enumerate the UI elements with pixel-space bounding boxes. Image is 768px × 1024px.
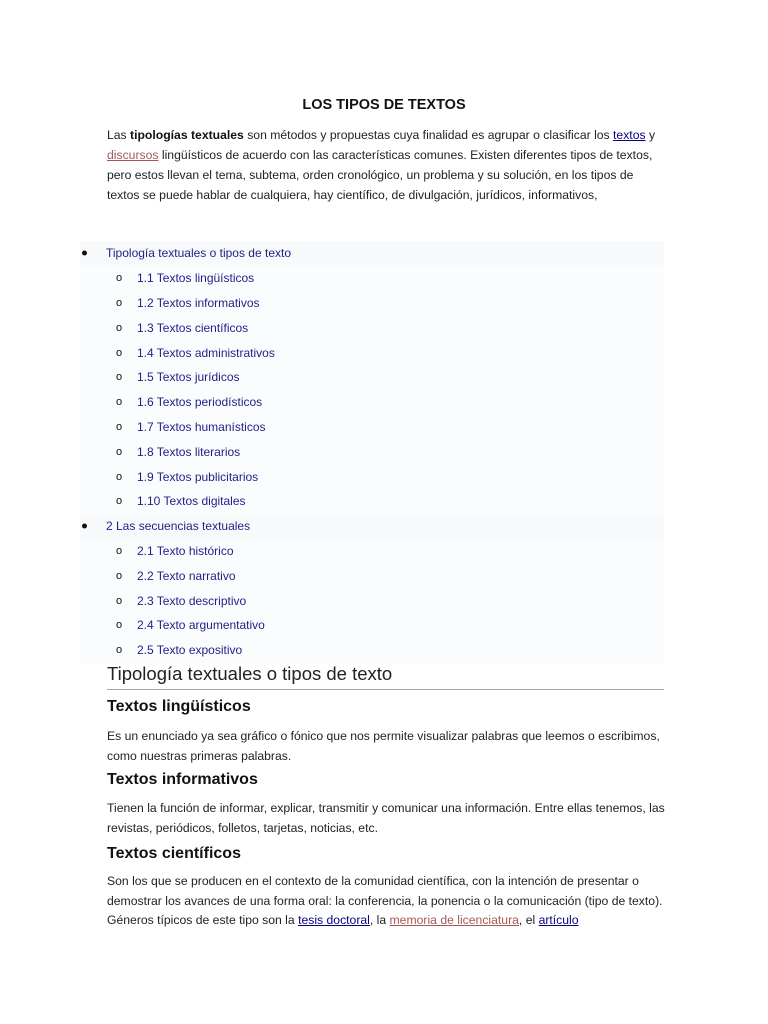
heading-textos-cientificos: Textos científicos — [107, 845, 241, 862]
circle-bullet-icon: o — [116, 619, 123, 632]
paragraph-text: Son los que se producen en el contexto de la comunidad científica, con la intención de presentar o demostrar los avances de una forma oral: la conferencia, la ponencia o la comunicación (tipo de texto). Géneros típicos de este tipo son la — [107, 874, 663, 927]
articulo-link[interactable]: artículo — [538, 913, 579, 927]
memoria-licenciatura-link[interactable]: memoria de licenciatura — [389, 913, 519, 927]
toc-link[interactable]: 1.6 Textos periodísticos — [137, 395, 263, 410]
toc-subsection-item — [80, 464, 664, 489]
circle-bullet-icon: o — [116, 272, 123, 285]
paragraph-text: , la — [369, 913, 390, 927]
circle-bullet-icon: o — [116, 296, 123, 309]
toc-subsection-item — [80, 563, 664, 588]
circle-bullet-icon: o — [116, 321, 123, 334]
toc-subsection-item — [80, 315, 664, 340]
toc-subsection-item — [80, 365, 664, 390]
toc-subsection-item — [80, 539, 664, 564]
toc-link[interactable]: 2.5 Texto expositivo — [137, 643, 243, 658]
toc-link[interactable]: 2.2 Texto narrativo — [137, 568, 236, 583]
paragraph-textos-cientificos — [107, 872, 667, 931]
textos-link[interactable]: textos — [613, 128, 646, 142]
circle-bullet-icon: o — [116, 495, 123, 508]
circle-bullet-icon: o — [116, 544, 123, 557]
toc-subsection-item — [80, 291, 664, 316]
toc-subsection-item — [80, 588, 664, 613]
paragraph-textos-informativos: Tienen la función de informar, explicar, transmitir y comunicar una información. Entre ellas tenemos, las revistas, periódicos, folletos, tarjetas, noticias, etc. — [107, 801, 665, 835]
intro-text: lingüísticos de acuerdo con las características comunes. Existen diferentes tipos de textos, pero estos llevan el tema, subtema, orden cronológico, un problema y su solución, en los tipos de textos se puede hablar de cualquiera, hay científico, de divulgación, jurídicos, informativos, — [107, 148, 653, 202]
page-title: LOS TIPOS DE TEXTOS — [302, 97, 466, 113]
bullet-icon — [82, 251, 87, 256]
intro-text: y — [645, 128, 656, 142]
toc-link[interactable]: 1.10 Textos digitales — [137, 494, 246, 509]
toc-link[interactable]: 1.3 Textos científicos — [137, 320, 249, 335]
circle-bullet-icon: o — [116, 371, 123, 384]
circle-bullet-icon: o — [116, 569, 123, 582]
heading-textos-informativos: Textos informativos — [107, 771, 258, 788]
toc-subsection-item — [80, 266, 664, 291]
discursos-link[interactable]: discursos — [107, 148, 159, 162]
toc-link[interactable]: 2 Las secuencias textuales — [106, 519, 251, 534]
paragraph-text: , el — [518, 913, 539, 927]
toc-link[interactable]: 1.7 Textos humanísticos — [137, 419, 266, 434]
paragraph-textos-linguisticos: Es un enunciado ya sea gráfico o fónico que nos permite visualizar palabras que leemos o escribimos, como nuestras primeras palabras. — [107, 729, 660, 763]
toc-link[interactable]: 2.1 Texto histórico — [137, 543, 234, 558]
toc-section-item — [80, 514, 664, 539]
circle-bullet-icon: o — [116, 644, 123, 657]
circle-bullet-icon: o — [116, 470, 123, 483]
toc-link[interactable]: 1.9 Textos publicitarios — [137, 469, 259, 484]
toc-link[interactable]: 1.5 Textos jurídicos — [137, 370, 240, 385]
circle-bullet-icon: o — [116, 396, 123, 409]
toc-subsection-item — [80, 613, 664, 638]
toc-subsection-item — [80, 390, 664, 415]
toc-subsection-item — [80, 489, 664, 514]
toc-subsection-item — [80, 439, 664, 464]
section-title: Tipología textuales o tipos de texto — [107, 663, 664, 690]
bullet-icon — [82, 524, 87, 529]
toc-link[interactable]: 1.2 Textos informativos — [137, 295, 260, 310]
toc-subsection-item — [80, 638, 664, 663]
circle-bullet-icon: o — [116, 445, 123, 458]
toc-link[interactable]: 1.4 Textos administrativos — [137, 345, 275, 360]
toc-link[interactable]: 2.3 Texto descriptivo — [137, 593, 247, 608]
toc-link[interactable]: 1.1 Textos lingüísticos — [137, 271, 255, 286]
toc-link[interactable]: Tipología textuales o tipos de texto — [106, 246, 292, 261]
intro-text: Las — [107, 128, 131, 142]
intro-bold-term: tipologías textuales — [130, 128, 244, 142]
circle-bullet-icon: o — [116, 594, 123, 607]
toc-link[interactable]: 1.8 Textos literarios — [137, 444, 241, 459]
intro-paragraph — [107, 125, 667, 205]
circle-bullet-icon: o — [116, 420, 123, 433]
toc-link[interactable]: 2.4 Texto argumentativo — [137, 618, 265, 633]
table-of-contents — [80, 241, 664, 663]
circle-bullet-icon: o — [116, 346, 123, 359]
tesis-doctoral-link[interactable]: tesis doctoral — [298, 913, 370, 927]
toc-subsection-item — [80, 415, 664, 440]
heading-textos-linguisticos: Textos lingüísticos — [107, 698, 251, 715]
toc-subsection-item — [80, 340, 664, 365]
toc-section-item — [80, 241, 664, 266]
intro-text: son métodos y propuestas cuya finalidad es agrupar o clasificar los — [243, 128, 614, 142]
